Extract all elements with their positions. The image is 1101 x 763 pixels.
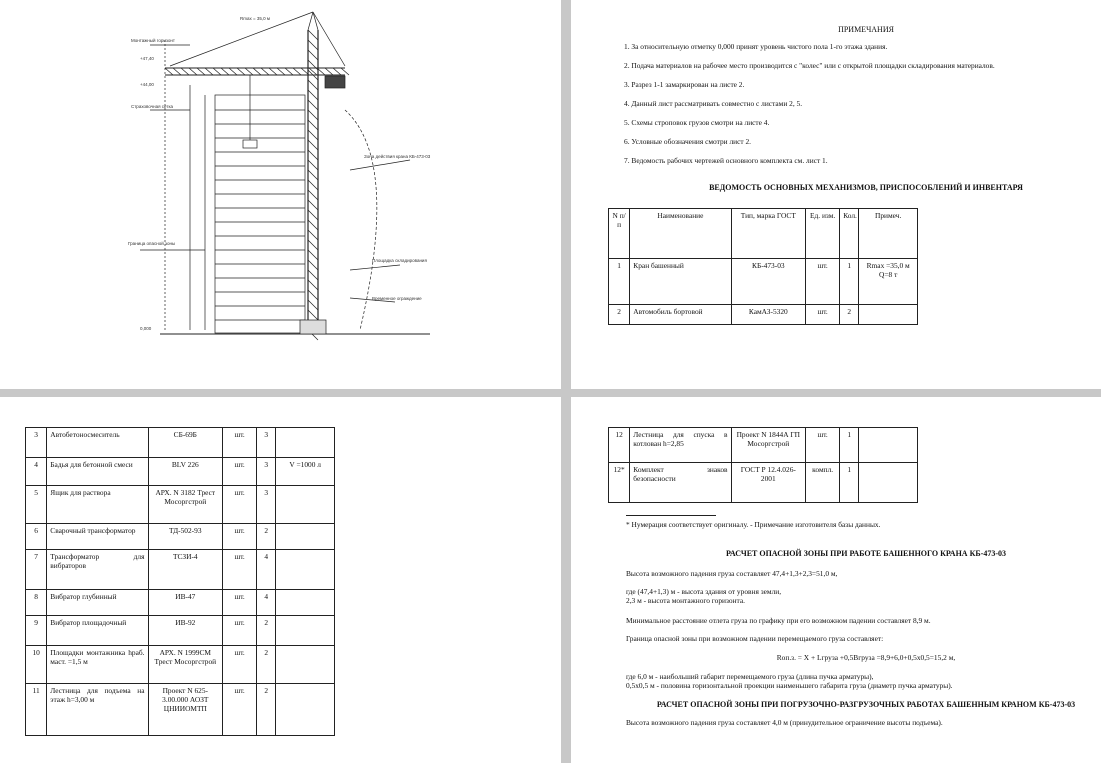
crane-section-drawing xyxy=(0,0,561,389)
footnote: * Нумерация соответствует оригиналу. - Примечание изготовителя базы данных. xyxy=(626,520,881,529)
cell-name: Кран башенный xyxy=(630,259,731,305)
note-item: 6. Условные обозначения смотри лист 2. xyxy=(624,137,752,146)
cell-type: КБ-473-03 xyxy=(731,259,806,305)
equipment-table-continued xyxy=(25,427,335,736)
formula: Rоп.з. = X + Lгруза +0,5Bгруза =8,9+6,0+0,5х0,5=15,2 м, xyxy=(776,653,956,662)
cell-name: Сварочный трансформатор xyxy=(47,524,148,550)
cell-qty: 3 xyxy=(257,486,276,524)
cell-name: Трансформатор для вибраторов xyxy=(47,550,148,590)
page-3 xyxy=(0,397,561,763)
header-type: Тип, марка ГОСТ xyxy=(731,209,806,259)
cell-qty: 2 xyxy=(257,646,276,684)
cell-name: Бадья для бетонной смеси xyxy=(47,458,148,486)
para5a: где 6,0 м - наибольший габарит перемещаемого груза (длина пучка арматуры), xyxy=(626,672,874,681)
cell-note xyxy=(276,524,335,550)
page-2 xyxy=(571,0,1101,389)
svg-text:Площадка складирования: Площадка складирования xyxy=(372,258,427,263)
cell-unit: шт. xyxy=(223,616,257,646)
header-name: Наименование xyxy=(630,209,731,259)
cell-qty: 3 xyxy=(257,458,276,486)
cell-type: СБ-69Б xyxy=(148,428,223,458)
table-row xyxy=(26,590,335,616)
cell-unit: шт. xyxy=(806,259,840,305)
table-header-row xyxy=(609,209,918,259)
cell-type: КамАЗ-5320 xyxy=(731,305,806,325)
header-num: N п/п xyxy=(609,209,630,259)
cell-num: 12* xyxy=(609,463,630,503)
cell-name: Вибратор площадочный xyxy=(47,616,148,646)
cell-unit: шт. xyxy=(223,428,257,458)
footnote-rule xyxy=(626,515,716,516)
cell-unit: шт. xyxy=(223,550,257,590)
section1-title: РАСЧЕТ ОПАСНОЙ ЗОНЫ ПРИ РАБОТЕ БАШЕННОГО КРАНА КБ-473-03 xyxy=(726,549,1006,558)
cell-qty: 1 xyxy=(840,259,859,305)
cell-qty: 1 xyxy=(840,428,859,463)
cell-num: 2 xyxy=(609,305,630,325)
cell-unit: шт. xyxy=(223,646,257,684)
svg-text:Монтажный горизонт: Монтажный горизонт xyxy=(131,38,175,43)
cell-unit: компл. xyxy=(806,463,840,503)
cell-name: Автомобиль бортовой xyxy=(630,305,731,325)
svg-text:+47,40: +47,40 xyxy=(140,56,154,61)
cell-note: V =1000 л xyxy=(276,458,335,486)
cell-note xyxy=(859,463,918,503)
cell-qty: 2 xyxy=(840,305,859,325)
table-row xyxy=(609,259,918,305)
note-item: 1. За относительную отметку 0,000 принят уровень чистого пола 1-го этажа здания. xyxy=(624,42,888,51)
cell-unit: шт. xyxy=(806,305,840,325)
cell-num: 8 xyxy=(26,590,47,616)
cell-unit: шт. xyxy=(223,486,257,524)
cell-qty: 1 xyxy=(840,463,859,503)
note-item: 4. Данный лист рассматривать совместно с листами 2, 5. xyxy=(624,99,803,108)
note-item: 3. Разрез 1-1 замаркирован на листе 2. xyxy=(624,80,745,89)
equipment-table xyxy=(608,208,918,325)
cell-note xyxy=(859,428,918,463)
page-4 xyxy=(571,397,1101,763)
equipment-table-end xyxy=(608,427,918,503)
cell-name: Вибратор глубинный xyxy=(47,590,148,616)
cell-qty: 2 xyxy=(257,684,276,736)
cell-name: Комплект знаков безопасности xyxy=(630,463,731,503)
svg-text:Страховочная сетка: Страховочная сетка xyxy=(131,104,174,109)
note-item: 7. Ведомость рабочих чертежей основного комплекта см. лист 1. xyxy=(624,156,828,165)
cell-note xyxy=(859,305,918,325)
cell-note xyxy=(276,590,335,616)
table-row xyxy=(609,305,918,325)
table-row xyxy=(26,458,335,486)
svg-text:Временное ограждение: Временное ограждение xyxy=(372,296,422,301)
section2-title: РАСЧЕТ ОПАСНОЙ ЗОНЫ ПРИ ПОГРУЗОЧНО-РАЗГРУЗОЧНЫХ РАБОТАХ БАШЕННЫМ КРАНОМ КБ-473-03 xyxy=(656,700,1076,709)
cell-note xyxy=(276,684,335,736)
svg-text:+44,00: +44,00 xyxy=(140,82,154,87)
cell-unit: шт. xyxy=(223,684,257,736)
table-row xyxy=(26,646,335,684)
svg-text:0,000: 0,000 xyxy=(140,326,152,331)
cell-note: Rmax =35,0 м Q=8 т xyxy=(859,259,918,305)
header-qty: Кол. xyxy=(840,209,859,259)
svg-text:Rmax = 35,0 м: Rmax = 35,0 м xyxy=(240,16,270,21)
para1: Высота возможного падения груза составляет 47,4+1,3+2,3=51,0 м, xyxy=(626,569,838,578)
table-row xyxy=(26,616,335,646)
table-row xyxy=(609,428,918,463)
header-unit: Ед. изм. xyxy=(806,209,840,259)
cell-note xyxy=(276,616,335,646)
cell-num: 1 xyxy=(609,259,630,305)
table-row xyxy=(609,463,918,503)
table-title: ВЕДОМОСТЬ ОСНОВНЫХ МЕХАНИЗМОВ, ПРИСПОСОБЛЕНИЙ И ИНВЕНТАРЯ xyxy=(709,183,1023,192)
cell-type: ИВ-92 xyxy=(148,616,223,646)
cell-type: ГОСТ Р 12.4.026-2001 xyxy=(731,463,806,503)
note-item: 5. Схемы строповок грузов смотри на листе 4. xyxy=(624,118,770,127)
cell-qty: 4 xyxy=(257,590,276,616)
cell-unit: шт. xyxy=(223,458,257,486)
page-1 xyxy=(0,0,561,389)
cell-num: 10 xyxy=(26,646,47,684)
table-row xyxy=(26,428,335,458)
cell-type: Проект N 625-3.00.000 АОЗТ ЦНИИОМТП xyxy=(148,684,223,736)
table-row xyxy=(26,684,335,736)
cell-num: 4 xyxy=(26,458,47,486)
cell-note xyxy=(276,486,335,524)
cell-type: АРХ. N 3182 Трест Мосоргстрой xyxy=(148,486,223,524)
para6: Высота возможного падения груза составляет 4,0 м (принудительное ограничение высоты подъема). xyxy=(626,718,943,727)
cell-num: 3 xyxy=(26,428,47,458)
cell-note xyxy=(276,428,335,458)
cell-qty: 4 xyxy=(257,550,276,590)
para2b: 2,3 м - высота монтажного горизонта. xyxy=(626,596,745,605)
cell-type: BLV 226 xyxy=(148,458,223,486)
svg-text:Граница опасной зоны: Граница опасной зоны xyxy=(128,241,176,246)
table-row xyxy=(26,524,335,550)
cell-name: Ящик для раствора xyxy=(47,486,148,524)
cell-type: ТД-502-93 xyxy=(148,524,223,550)
table-row xyxy=(26,550,335,590)
notes-list xyxy=(624,42,1094,175)
note-item: 2. Подача материалов на рабочее место производится с "колес" или с открытой площадки складирования материалов. xyxy=(624,61,995,70)
cell-num: 12 xyxy=(609,428,630,463)
cell-unit: шт. xyxy=(806,428,840,463)
cell-qty: 2 xyxy=(257,616,276,646)
cell-note xyxy=(276,646,335,684)
cell-num: 5 xyxy=(26,486,47,524)
cell-name: Площадки монтажника hраб. маст. =1,5 м xyxy=(47,646,148,684)
header-note: Примеч. xyxy=(859,209,918,259)
cell-num: 11 xyxy=(26,684,47,736)
cell-note xyxy=(276,550,335,590)
table-row xyxy=(26,486,335,524)
cell-type: Проект N 1844А ГП Мосоргстрой xyxy=(731,428,806,463)
cell-num: 7 xyxy=(26,550,47,590)
cell-name: Лестница для подъема на этаж h=3,00 м xyxy=(47,684,148,736)
para5b: 0,5х0,5 м - половина горизонтальной проекции наименьшего габарита груза (диаметр пучка арматуры). xyxy=(626,681,953,690)
cell-num: 6 xyxy=(26,524,47,550)
cell-type: ИВ-47 xyxy=(148,590,223,616)
para4: Граница опасной зоны при возможном падении перемещаемого груза составляет: xyxy=(626,634,884,643)
cell-name: Лестница для спуска в котлован h=2,85 xyxy=(630,428,731,463)
cell-qty: 3 xyxy=(257,428,276,458)
svg-text:Зона действия крана КБ-473-03: Зона действия крана КБ-473-03 xyxy=(364,154,431,159)
para2a: где (47,4+1,3) м - высота здания от уровня земли, xyxy=(626,587,782,596)
cell-unit: шт. xyxy=(223,524,257,550)
cell-type: ТСЗИ-4 xyxy=(148,550,223,590)
cell-num: 9 xyxy=(26,616,47,646)
notes-title: ПРИМЕЧАНИЯ xyxy=(838,25,894,34)
para3: Минимальное расстояние отлета груза по графику при его возможном падении составляет 8,9 м. xyxy=(626,616,931,625)
cell-qty: 2 xyxy=(257,524,276,550)
cell-name: Автобетоносмеситель xyxy=(47,428,148,458)
cell-type: АРХ. N 1999СМ Трест Мосоргстрой xyxy=(148,646,223,684)
cell-unit: шт. xyxy=(223,590,257,616)
